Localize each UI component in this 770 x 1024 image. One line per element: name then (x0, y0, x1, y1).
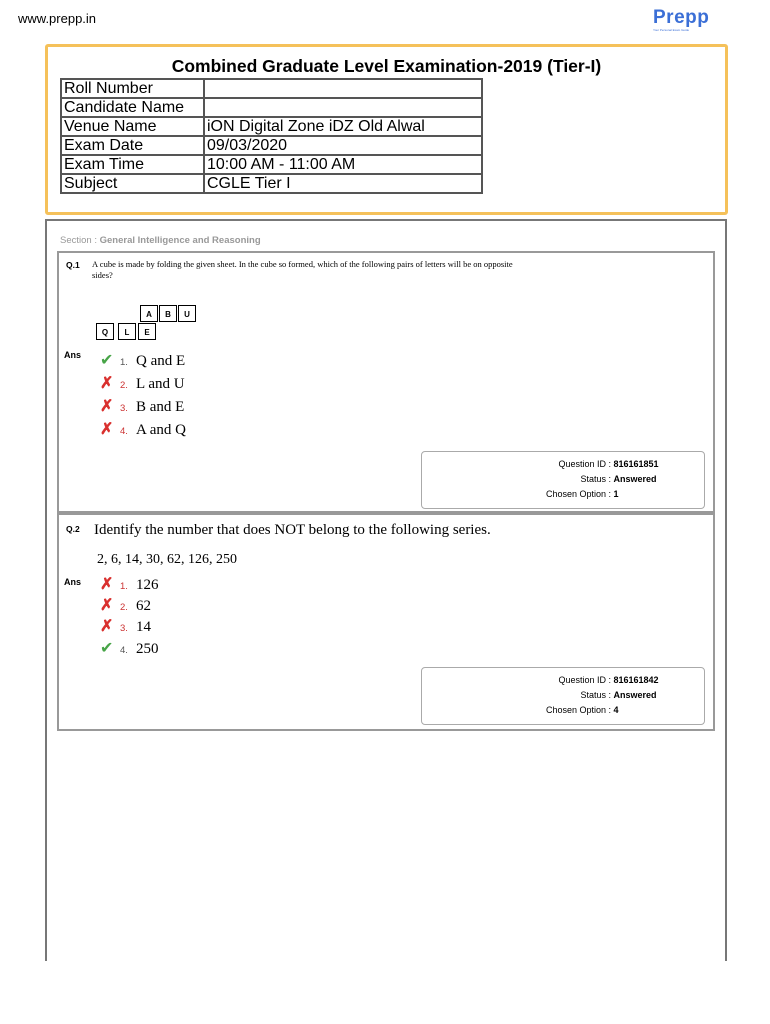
table-row (61, 117, 482, 136)
net-cell: L (118, 323, 136, 340)
cross-icon: ✗ (100, 398, 114, 415)
status-value: Answered (613, 690, 657, 700)
question-id-label: Question ID : (558, 459, 611, 469)
check-icon: ✔ (100, 352, 114, 369)
info-label: Venue Name (61, 117, 204, 136)
info-value: iON Digital Zone iDZ Old Alwal (204, 117, 482, 136)
logo-word: Prepp (653, 7, 710, 28)
option-number: 4. (120, 645, 128, 656)
net-cell: A (140, 305, 158, 322)
question-id-line (507, 459, 707, 469)
info-value (204, 98, 482, 117)
question-id-line (507, 675, 707, 685)
option-number: 2. (120, 380, 128, 391)
info-value: 10:00 AM - 11:00 AM (204, 155, 482, 174)
info-label: Roll Number (61, 79, 204, 98)
status-label: Status : (580, 474, 611, 484)
question-number: Q.2 (66, 524, 80, 534)
candidate-info-table (60, 78, 483, 194)
net-cell: Q (96, 323, 114, 340)
option-number: 1. (120, 357, 128, 368)
exam-title: Combined Graduate Level Examination-2019 (Tier-I) (171, 56, 602, 76)
question-number: Q.1 (66, 260, 80, 270)
check-icon: ✔ (100, 640, 114, 657)
question-text: A cube is made by folding the given sheet. In the cube so formed, which of the following pairs of letters will be on opposite sides? (92, 259, 513, 280)
info-label: Exam Date (61, 136, 204, 155)
option-number: 3. (120, 403, 128, 414)
cross-icon: ✗ (100, 576, 114, 593)
section-name: General Intelligence and Reasoning (99, 235, 261, 246)
section-prefix: Section : (60, 235, 100, 246)
exam-header-box (45, 44, 728, 215)
table-row (61, 136, 482, 155)
logo-tagline: Your Personal Exam Guide (653, 28, 690, 32)
ans-label: Ans (64, 350, 82, 360)
number-series: 2, 6, 14, 30, 62, 126, 250 (97, 552, 237, 567)
net-cell: B (159, 305, 177, 322)
ans-label: Ans (64, 577, 82, 587)
info-label: Candidate Name (61, 98, 204, 117)
table-row (61, 79, 482, 98)
status-line (507, 690, 707, 700)
option-text: 62 (136, 598, 151, 614)
info-value: 09/03/2020 (204, 136, 482, 155)
option-text: 126 (136, 577, 159, 593)
cross-icon: ✗ (100, 597, 114, 614)
chosen-option-value: 4 (613, 705, 619, 715)
info-label: Exam Time (61, 155, 204, 174)
section-label (60, 235, 261, 246)
net-cell: U (178, 305, 196, 322)
question-id-value: 816161851 (613, 459, 659, 469)
info-value (204, 79, 482, 98)
site-url[interactable]: www.prepp.in (18, 11, 97, 26)
option-number: 2. (120, 602, 128, 613)
option-text: B and E (136, 399, 185, 415)
option-number: 3. (120, 623, 128, 634)
question-id-value: 816161842 (613, 675, 659, 685)
option-number: 1. (120, 581, 128, 592)
net-cell: E (138, 323, 156, 340)
status-value: Answered (613, 474, 657, 484)
info-label: Subject (61, 174, 204, 193)
table-row (61, 174, 482, 193)
question-info-card (421, 667, 705, 725)
option-text: 250 (136, 641, 159, 657)
table-row (61, 155, 482, 174)
question-info-card (421, 451, 705, 509)
cross-icon: ✗ (100, 375, 114, 392)
chosen-option-label: Chosen Option : (545, 489, 611, 499)
question-id-label: Question ID : (558, 675, 611, 685)
cross-icon: ✗ (100, 421, 114, 438)
option-number: 4. (120, 426, 128, 437)
chosen-option-value: 1 (613, 489, 619, 499)
table-row (61, 98, 482, 117)
cross-icon: ✗ (100, 618, 114, 635)
chosen-option-label: Chosen Option : (545, 705, 611, 715)
chosen-option-line (507, 489, 707, 499)
chosen-option-line (507, 705, 707, 715)
option-text: A and Q (136, 422, 186, 438)
status-label: Status : (580, 690, 611, 700)
option-text: Q and E (136, 353, 186, 369)
option-text: L and U (136, 376, 185, 392)
status-line (507, 474, 707, 484)
prepp-logo[interactable] (653, 8, 709, 32)
option-text: 14 (136, 619, 151, 635)
question-text: Identify the number that does NOT belong to the following series. (94, 522, 491, 538)
info-value: CGLE Tier I (204, 174, 482, 193)
